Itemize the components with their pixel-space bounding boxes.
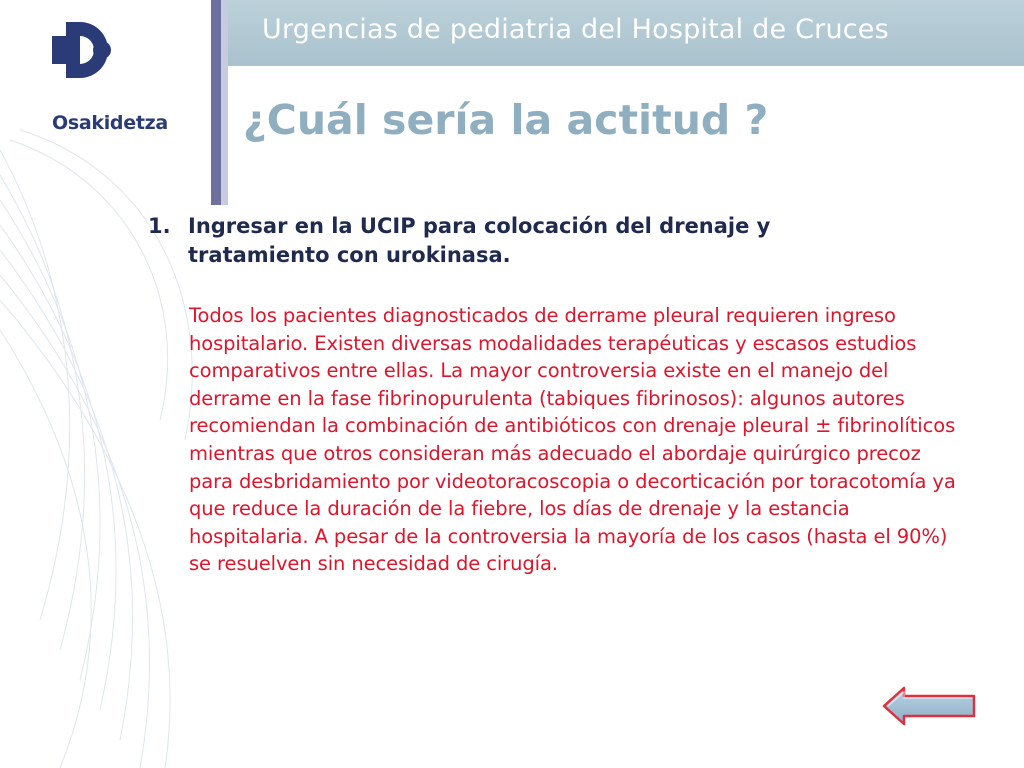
logo-name: Osakidetza — [52, 112, 168, 134]
header-banner-text: Urgencias de pediatria del Hospital de Cruces — [262, 14, 889, 45]
slide-title: ¿Cuál sería la actitud ? — [243, 96, 769, 144]
option-number: 1. — [148, 214, 171, 238]
explanation-paragraph: Todos los pacientes diagnosticados de derrame pleural requieren ingreso hospitalario. Existen diversas modalidades terapéuticas y escasos estudios comparativos entre ellas. La mayor controversia existe en el manejo del derrame en la fase fibrinopurulenta (tabiques fibrinosos): algunos autores recomiendan la combinación de antibióticos con drenaje pleural ± fibrinolíticos mientras que otros consideran más adecuado el abordaje quirúrgico precoz para desbridamiento por videotoracoscopia o decorticación por toracotomía ya que reduce la duración de la fiebre, los días de drenaje y la estancia hospitalaria. A pesar de la controversia la mayoría de los casos (hasta el 90%) se resuelven sin necesidad de cirugía. — [189, 304, 956, 576]
option-line-2: tratamiento con urokinasa. — [188, 243, 511, 267]
accent-bar-light — [221, 0, 228, 205]
osakidetza-logo-icon — [52, 22, 122, 94]
accent-bar-dark — [211, 0, 221, 205]
left-arrow-icon[interactable] — [882, 686, 978, 726]
option-line-1: Ingresar en la UCIP para colocación del drenaje y — [188, 214, 771, 238]
answer-option — [148, 212, 908, 270]
